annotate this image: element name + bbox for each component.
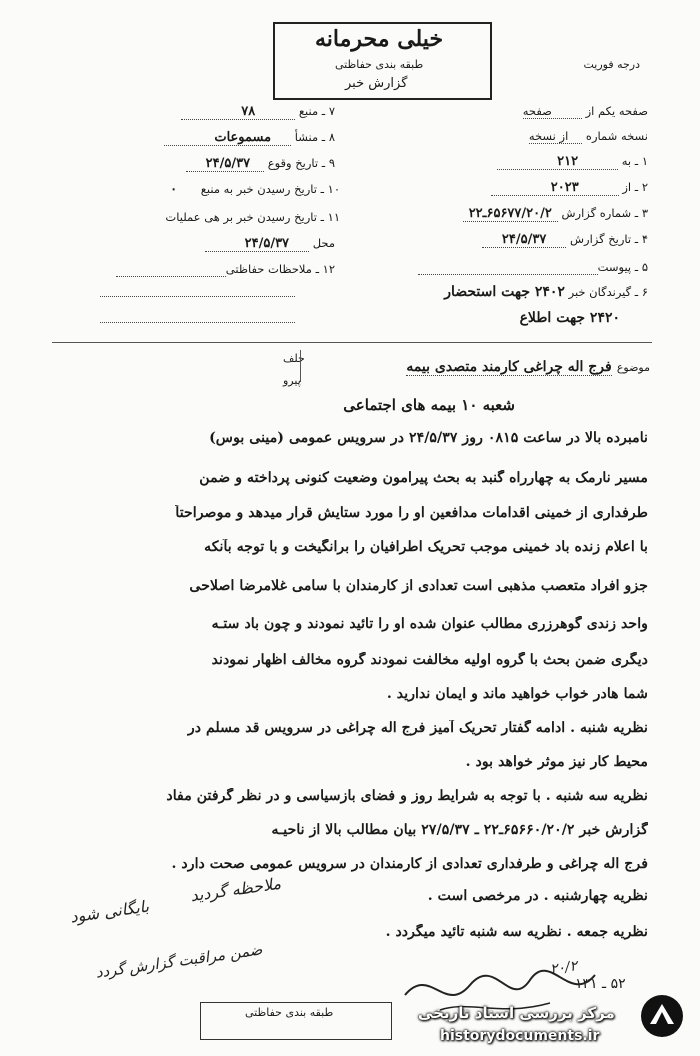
subject-side-bottom: پیرو	[283, 374, 301, 387]
field-label: ۱۱ ـ تاریخ رسیدن خبر بر هی عملیات	[165, 210, 340, 224]
body-line: نظریه سه شنبه . با توجه به شرایط روز و فضای بازسیاسی و در نظر گرفتن مفاد	[166, 788, 648, 804]
subject-label: موضوع	[616, 361, 650, 374]
handwritten-code: ۲۰/۲	[549, 958, 579, 978]
field-recipients-2	[370, 310, 620, 326]
field-value: ۶۵۶۷۷/۲۰/۲ـ۲۲	[463, 206, 558, 222]
field-label: ۸ ـ منشأ	[294, 130, 335, 144]
blank-line	[100, 322, 295, 323]
field-to	[388, 154, 648, 169]
body-line: نظریه جمعه . نظریه سه شنبه تائید میگردد .	[385, 924, 648, 940]
field-source	[100, 104, 335, 119]
field-value: از نسخه	[529, 129, 582, 144]
field-event-date	[100, 156, 335, 171]
field-label: ۵ ـ پیوست	[597, 260, 648, 274]
field-label: ۱ ـ به	[621, 154, 648, 168]
field-value: ۲۰۲۳	[491, 180, 619, 196]
field-ops-receipt-date	[100, 210, 340, 224]
body-line: گزارش خبر ۶۵۶۶۰/۲۰/۲ـ۲۲ ـ ۲۷/۵/۳۷ بیان مطالب بالا از ناحیـه	[271, 822, 648, 838]
field-value: ۲۴۰۲ جهت استحضار	[444, 284, 565, 300]
body-line: فرج اله چراغی و طرفداری تعدادی از کارمندان در سرویس عمومی صحت دارد .	[171, 856, 648, 872]
blank-line	[100, 296, 295, 297]
subject-bracket	[300, 350, 301, 382]
field-label: ۹ ـ تاریخ وقوع	[267, 156, 335, 170]
field-label: صفحه یکم از	[585, 104, 648, 118]
subject-side-top: حلف	[283, 352, 305, 365]
field-security-notes	[100, 262, 335, 276]
field-label: ۶ ـ گیرندگان خبر	[568, 285, 648, 299]
footer-stamp-label: طبقه بندی حفاظتی	[245, 1006, 334, 1019]
body-line: نظریه چهارشنبه . در مرخصی است .	[427, 888, 648, 904]
field-attachment	[348, 260, 648, 274]
field-label: محل	[312, 236, 335, 250]
body-line: واحد زندی گوهرزری مطالب عنوان شده او را تائید نمودند و چون باد ستـه	[211, 616, 648, 632]
field-recipients	[348, 284, 648, 300]
body-line: شعبه ۱۰ بیمه های اجتماعی	[343, 396, 515, 414]
field-report-date	[348, 232, 648, 247]
field-value: ۲۴۲۰ جهت اطلاع	[519, 310, 620, 326]
body-line: با اعلام زنده باد خمینی موجب تحریک اطرافیان را برانگیخت و با توجه بآنکه	[204, 539, 648, 555]
stamp-line-2: طبقه بندی حفاظتی	[335, 58, 424, 71]
field-value: ۷۸	[181, 104, 295, 120]
field-source-receipt-date	[100, 182, 340, 197]
body-line: نامبرده بالا در ساعت ۰۸۱۵ روز ۲۴/۵/۳۷ در سرویس عمومی (مینی بوس)	[209, 430, 648, 446]
watermark-title: مرکز بررسی اسناد تاریخی	[418, 1004, 615, 1022]
field-value: صفحه	[523, 104, 582, 119]
field-label: ۱۰ ـ تاریخ رسیدن خبر به منبع	[200, 182, 340, 196]
subject-text: فرج اله چراغی کارمند متصدی بیمه	[406, 359, 612, 375]
watermark-url: historydocuments.ir	[440, 1028, 600, 1044]
handwritten-note: بایگانی شود	[69, 896, 151, 927]
field-label: ۴ ـ تاریخ گزارش	[569, 232, 648, 246]
handwritten-note: ملاحظه گردید	[189, 873, 283, 906]
field-copy-number	[388, 129, 648, 143]
stamp-line-1: خیلی محرمانه	[315, 26, 444, 52]
urgency-label: درجه فوریت	[583, 58, 640, 71]
body-line: جزو افراد متعصب مذهبی است تعدادی از کارمندان با سامی غلامرضا اصلاحی	[189, 578, 648, 594]
handwritten-note: ضمن مراقبت گزارش گردد	[94, 940, 264, 982]
body-line: دیگری ضمن بحث با گروه اولیه مخالفت نمودند گروه مخالف اظهار نمودند	[211, 652, 648, 668]
body-line: طرفداری از خمینی اقدامات مدافعین او را مورد ستایش قرار میدهد و موصراحتاً	[175, 505, 648, 521]
field-label: ۳ ـ شماره گزارش	[561, 206, 648, 220]
field-from	[388, 180, 648, 195]
field-value: ۲۴/۵/۳۷	[205, 236, 309, 252]
field-report-number	[348, 206, 648, 221]
field-label: ۷ ـ منبع	[298, 104, 335, 118]
field-label: ۲ ـ از	[622, 180, 648, 194]
field-page	[408, 104, 648, 118]
body-line: مسیر نارمک به چهارراه گنبد به بحث پیرامون وضعیت کنونی پرداخته و ضمن	[199, 470, 648, 486]
document-number: ۵۲ ـ ۱۳۱	[575, 976, 626, 992]
archive-logo-icon	[640, 994, 684, 1038]
field-value	[418, 260, 598, 275]
field-value: ۲۱۲	[497, 154, 618, 170]
field-value: ۲۴/۵/۳۷	[482, 232, 566, 248]
body-line: محیط کار نیز موثر خواهد بود .	[465, 754, 648, 770]
field-location	[100, 236, 335, 251]
field-label: ۱۲ ـ ملاحظات حفاظتی	[225, 262, 335, 276]
field-value: ۰	[170, 182, 178, 197]
field-value: مسموعات	[164, 130, 291, 146]
field-value	[116, 262, 226, 277]
field-value: ۲۴/۵/۳۷	[186, 156, 264, 172]
subject-line	[280, 356, 650, 375]
section-divider	[52, 342, 652, 343]
report-title: گزارش خبر	[345, 76, 408, 91]
body-line: شما هادر خواب خواهید ماند و ایمان ندارید .	[386, 686, 648, 702]
field-origin	[100, 130, 335, 145]
body-line: نظریه شنبه . ادامه گفتار تحریک آمیز فرج اله چراغی در سرویس قد مسلم در	[187, 720, 648, 736]
field-label: نسخه شماره	[585, 129, 648, 143]
classification-stamp	[273, 22, 492, 100]
